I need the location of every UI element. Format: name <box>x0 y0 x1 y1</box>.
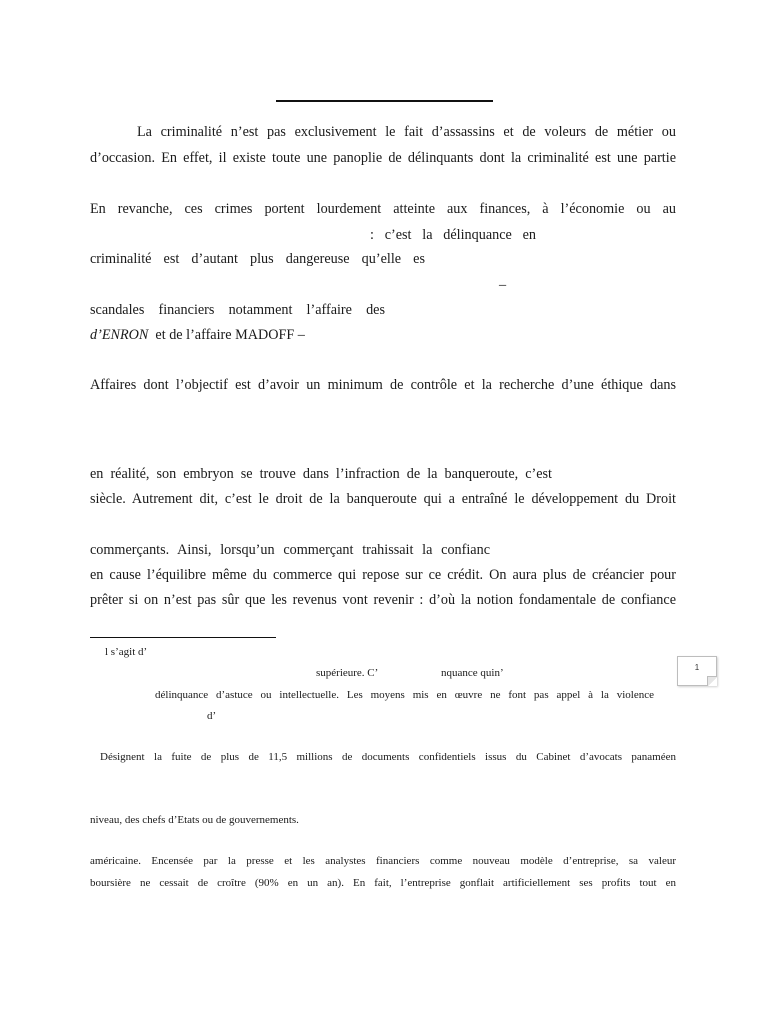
footnote-1-line-4: d’ <box>207 710 217 722</box>
paragraph-3-line-1: Affaires dont l’objectif est d’avoir un minimum de contrôle et la recherche d’une éthique dans <box>90 377 676 393</box>
footnote-separator <box>90 637 276 638</box>
footnote-2-line-1: Désignent la fuite de plus de 11,5 millions de documents confidentiels issus du Cabinet d’avocats panaméen <box>100 751 676 763</box>
paragraph-2-line-1: En revanche, ces crimes portent lourdement atteinte aux finances, à l’économie ou au <box>90 201 676 217</box>
paragraph-1-line-1: La criminalité n’est pas exclusivement le fait d’assassins et de voleurs de métier ou <box>137 124 676 140</box>
paragraph-2-line-5: scandales financiers notamment l’affaire des <box>90 302 385 318</box>
footnote-3-line-1: américaine. Encensée par la presse et les analystes financiers comme nouveau modèle d’entreprise, sa valeur <box>90 855 676 867</box>
paragraph-2-line-2: : c’est la délinquance en <box>370 227 536 243</box>
paragraph-4-line-1: en réalité, son embryon se trouve dans l’infraction de la banqueroute, c’est <box>90 466 552 482</box>
footnote-1-line-2b: nquance quin’ <box>441 667 504 679</box>
page-number-badge: 1 <box>677 656 717 686</box>
footnote-1-line-1: l s’agit d’ <box>105 646 148 658</box>
paragraph-4-line-2: siècle. Autrement dit, c’est le droit de la banqueroute qui a entraîné le développement du Droit <box>90 491 676 507</box>
enron-reference: d’ENRON <box>90 327 149 343</box>
title-underline <box>276 100 493 102</box>
paragraph-5-line-1: commerçants. Ainsi, lorsqu’un commerçant trahissait la confianc <box>90 542 490 558</box>
paragraph-2-line-4: – <box>499 277 507 293</box>
footnote-1-line-3: délinquance d’astuce ou intellectuelle. Les moyens mis en œuvre ne font pas appel à la violence <box>155 689 654 701</box>
footnote-3-line-2: boursière ne cessait de croître (90% en un an). En fait, l’entreprise gonflait artificiellement ses profits tout en <box>90 877 676 889</box>
paragraph-2-line-6 <box>90 326 305 344</box>
madoff-reference: et de l’affaire MADOFF – <box>155 327 305 343</box>
footnote-1-line-2a: supérieure. C’ <box>316 667 379 679</box>
paragraph-2-line-3: criminalité est d’autant plus dangereuse qu’elle es <box>90 251 425 267</box>
paragraph-5-line-3: prêter si on n’est pas sûr que les revenus vont revenir : d’où la notion fondamentale de confiance <box>90 592 676 608</box>
paragraph-1-line-2: d’occasion. En effet, il existe toute une panoplie de délinquants dont la criminalité est une partie <box>90 150 676 166</box>
footnote-2-line-2: niveau, des chefs d’Etats ou de gouvernements. <box>90 814 299 826</box>
paragraph-5-line-2: en cause l’équilibre même du commerce qui repose sur ce crédit. On aura plus de créancier pour <box>90 567 676 583</box>
